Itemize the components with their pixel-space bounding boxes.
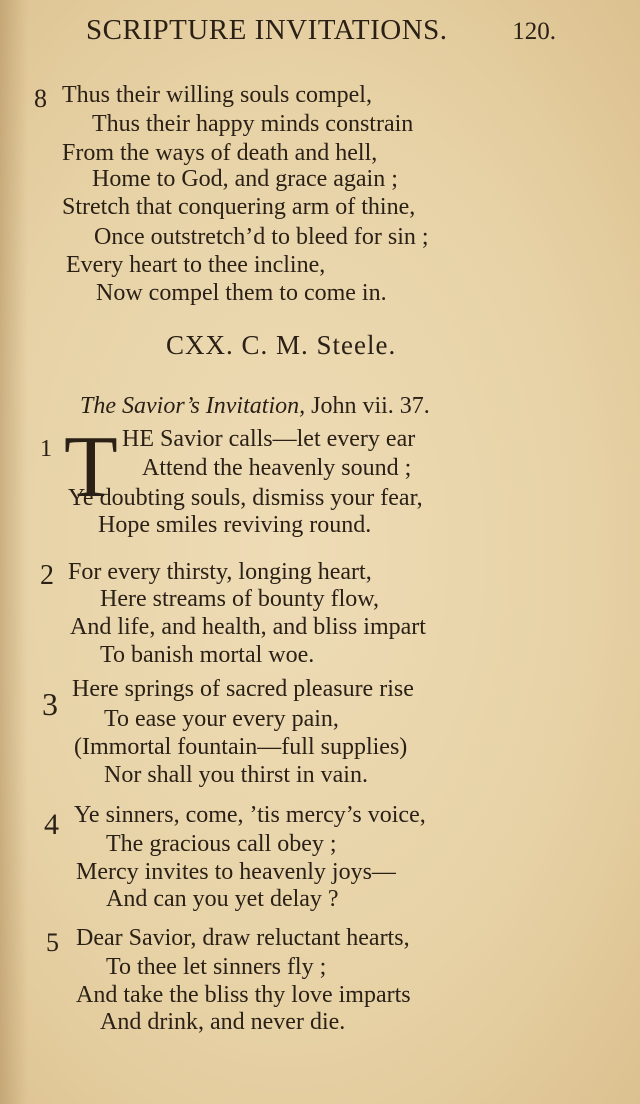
verse-number: 2 xyxy=(40,560,54,591)
verse-line: Now compel them to come in. xyxy=(96,280,387,306)
verse-line: To thee let sinners fly ; xyxy=(106,954,327,980)
running-header xyxy=(86,14,556,58)
verse-line: Ye doubting souls, dismiss your fear, xyxy=(68,485,423,511)
verse-line: HE Savior calls—let every ear xyxy=(122,426,416,452)
verse-line: And can you yet delay ? xyxy=(106,886,339,912)
drop-cap: T xyxy=(64,419,118,516)
verse-line: Hope smiles reviving round. xyxy=(98,512,372,538)
verse-line: For every thirsty, longing heart, xyxy=(68,559,372,585)
verse-line: Every heart to thee incline, xyxy=(66,252,326,278)
verse-line: From the ways of death and hell, xyxy=(62,140,378,166)
verse-line: To ease your every pain, xyxy=(104,706,339,732)
verse-number: 4 xyxy=(44,808,59,841)
verse-line: Ye sinners, come, ’tis mercy’s voice, xyxy=(74,802,426,828)
verse-number: 8 xyxy=(34,84,47,113)
verse-number: 1 xyxy=(40,436,52,462)
verse-line: To banish mortal woe. xyxy=(100,642,315,668)
verse-line: (Immortal fountain—full supplies) xyxy=(74,734,408,760)
verse-line: Home to God, and grace again ; xyxy=(92,166,398,192)
verse-line: Dear Savior, draw reluctant hearts, xyxy=(76,925,410,951)
verse-line: Here streams of bounty flow, xyxy=(100,586,380,612)
hymn-heading: CXX. C. M. Steele. xyxy=(166,330,397,360)
verse-line: And life, and health, and bliss impart xyxy=(70,614,426,640)
verse-line: And take the bliss thy love imparts xyxy=(76,982,411,1008)
verse-line: Here springs of sacred pleasure rise xyxy=(72,676,414,702)
verse-number: 5 xyxy=(46,928,59,957)
hymn-subtitle xyxy=(80,393,430,420)
verse-line: Thus their happy minds constrain xyxy=(92,111,414,137)
verse-line: Once outstretch’d to bleed for sin ; xyxy=(94,224,429,250)
hymn-subtitle-title: The Savior’s Invitation, xyxy=(80,393,306,419)
page-gutter-shadow xyxy=(0,0,28,1104)
hymn-scripture-ref: John vii. 37. xyxy=(311,393,430,419)
verse-number: 3 xyxy=(42,686,58,722)
page-number: 120. xyxy=(512,18,556,45)
verse-line: Attend the heavenly sound ; xyxy=(142,455,412,481)
verse-line: And drink, and never die. xyxy=(100,1009,346,1035)
verse-line: Stretch that conquering arm of thine, xyxy=(62,194,416,220)
running-title: SCRIPTURE INVITATIONS. xyxy=(86,14,448,46)
verse-line: The gracious call obey ; xyxy=(106,831,337,857)
verse-line: Thus their willing souls compel, xyxy=(62,82,372,108)
verse-line: Nor shall you thirst in vain. xyxy=(104,762,368,788)
verse-line: Mercy invites to heavenly joys— xyxy=(76,859,396,885)
